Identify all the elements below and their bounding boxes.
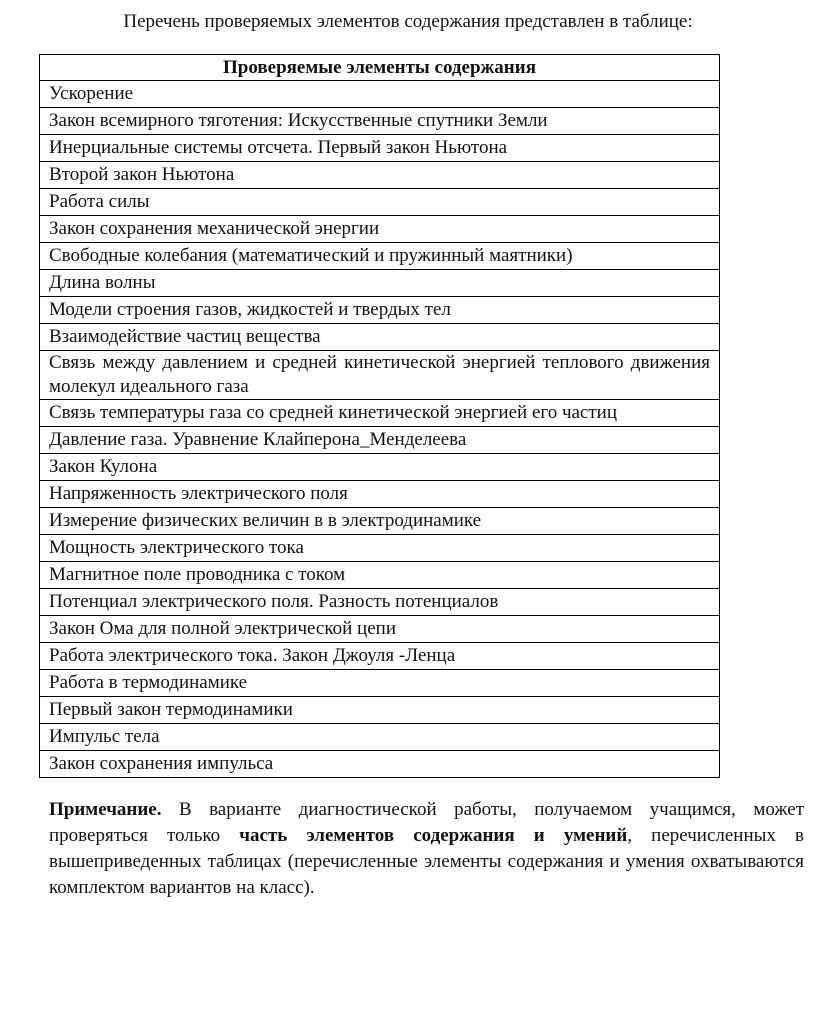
table-cell: Ускорение xyxy=(40,81,720,108)
table-cell: Закон всемирного тяготения: Искусственные спутники Земли xyxy=(40,108,720,135)
table-cell: Связь между давлением и средней кинетической энергией теплового движения молекул идеального газа xyxy=(40,351,720,400)
table-cell: Длина волны xyxy=(40,270,720,297)
table-row xyxy=(40,454,720,481)
table-cell: Напряженность электрического поля xyxy=(40,481,720,508)
table-row xyxy=(40,135,720,162)
table-row xyxy=(40,400,720,427)
table-row xyxy=(40,616,720,643)
table-cell: Закон сохранения импульса xyxy=(40,751,720,778)
table-row xyxy=(40,324,720,351)
table-cell: Закон Кулона xyxy=(40,454,720,481)
table-row xyxy=(40,508,720,535)
table-row xyxy=(40,697,720,724)
note-paragraph xyxy=(49,797,804,901)
note-text-part2: , перечисленных в вышеприведенных таблицах (перечисленные элементы содержания и умения охватываются комплектом вариантов на класс). xyxy=(49,825,804,898)
table-cell: Импульс тела xyxy=(40,724,720,751)
table-header: Проверяемые элементы содержания xyxy=(40,55,720,81)
content-elements-table xyxy=(39,54,720,778)
table-cell: Свободные колебания (математический и пружинный маятники) xyxy=(40,243,720,270)
table-row xyxy=(40,189,720,216)
table-row xyxy=(40,535,720,562)
table-row xyxy=(40,562,720,589)
table-row xyxy=(40,81,720,108)
table-cell: Инерциальные системы отсчета. Первый закон Ньютона xyxy=(40,135,720,162)
table-row xyxy=(40,481,720,508)
table-cell: Мощность электрического тока xyxy=(40,535,720,562)
intro-text: Перечень проверяемых элементов содержания представлен в таблице: xyxy=(123,11,693,32)
table-cell: Давление газа. Уравнение Клайперона_Менделеева xyxy=(40,427,720,454)
table-cell: Первый закон термодинамики xyxy=(40,697,720,724)
table-row xyxy=(40,270,720,297)
table-cell: Второй закон Ньютона xyxy=(40,162,720,189)
table-cell: Измерение физических величин в в электродинамике xyxy=(40,508,720,535)
table-row xyxy=(40,670,720,697)
table-row xyxy=(40,351,720,400)
table-cell: Закон Ома для полной электрической цепи xyxy=(40,616,720,643)
note-label: Примечание. xyxy=(49,799,162,820)
table-cell: Закон сохранения механической энергии xyxy=(40,216,720,243)
table-cell: Взаимодействие частиц вещества xyxy=(40,324,720,351)
table-row xyxy=(40,108,720,135)
table-cell: Модели строения газов, жидкостей и твердых тел xyxy=(40,297,720,324)
table-cell: Магнитное поле проводника с током xyxy=(40,562,720,589)
table-row xyxy=(40,589,720,616)
table-row xyxy=(40,724,720,751)
table-row xyxy=(40,216,720,243)
table-row xyxy=(40,751,720,778)
table-cell: Работа электрического тока. Закон Джоуля -Ленца xyxy=(40,643,720,670)
table-row xyxy=(40,643,720,670)
table-row xyxy=(40,243,720,270)
table-row xyxy=(40,427,720,454)
table-row xyxy=(40,162,720,189)
table-row xyxy=(40,297,720,324)
table-cell: Работа в термодинамике xyxy=(40,670,720,697)
table-cell: Связь температуры газа со средней кинетической энергией его частиц xyxy=(40,400,720,427)
table-cell: Работа силы xyxy=(40,189,720,216)
note-bold-phrase: часть элементов содержания и умений xyxy=(239,825,628,846)
table-cell: Потенциал электрического поля. Разность потенциалов xyxy=(40,589,720,616)
table-header-row xyxy=(40,55,720,81)
note-text-part1: В варианте диагностической работы, получаемом учащимся, может проверяться только xyxy=(49,799,804,846)
